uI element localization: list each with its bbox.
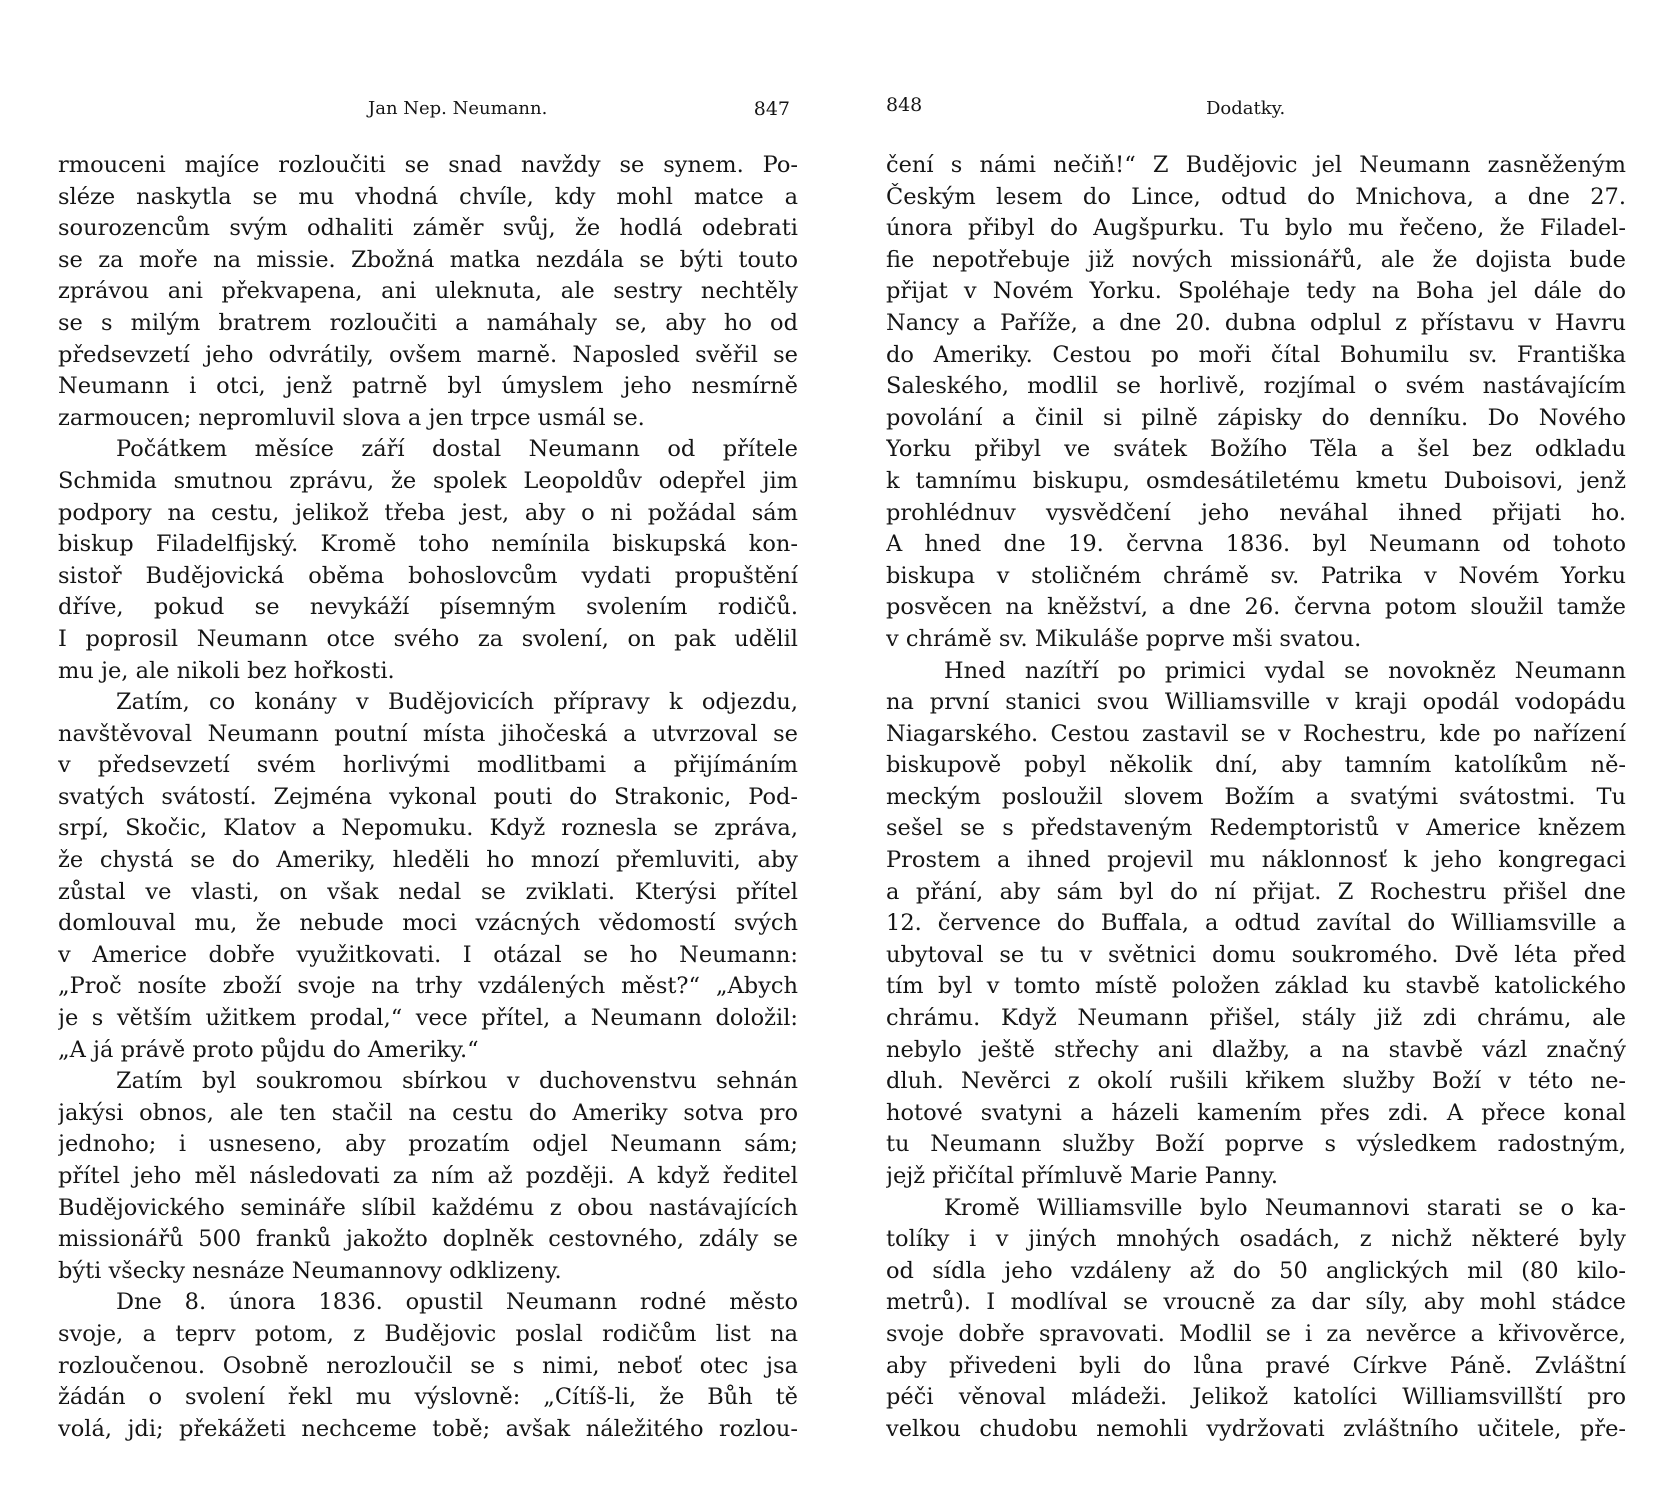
text-line: února přibyl do Augšpurku. Tu bylo mu řečeno, že Filadel- (886, 215, 1626, 242)
text-line: I poprosil Neumann otce svého za svolení, on pak udělil (58, 625, 798, 652)
text-line: zprávou ani překvapena, ani uleknuta, ale sestry nechtěly (58, 278, 798, 305)
text-line: metrů). I modlíval se vroucně za dar síly, aby mohl stádce (886, 1289, 1626, 1316)
text-line: od sídla jeho vzdáleny až do 50 anglických mil (80 kilo- (886, 1257, 1626, 1284)
left-page-header (58, 98, 818, 128)
text-line: svoje dobře spravovati. Modlil se i za nevěrce a křivověrce, (886, 1320, 1626, 1347)
running-head: Dodatky. (1206, 98, 1286, 119)
text-line: „A já právě proto půjdu do Ameriky.“ (58, 1036, 479, 1063)
text-line: chrámu. Když Neumann přišel, stály již zdi chrámu, ale (886, 1005, 1626, 1032)
text-line: Yorku přibyl ve svátek Božího Těla a šel bez odkladu (886, 436, 1626, 463)
text-line: zarmoucen; nepromluvil slova a jen trpce usmál se. (58, 404, 645, 431)
text-line: tolíky i v jiných mnohých osadách, z nichž některé byly (886, 1226, 1626, 1253)
text-line: svatých svátostí. Zejména vykonal pouti do Strakonic, Pod- (58, 783, 798, 810)
text-line: navštěvoval Neumann poutní místa jihočeská a utvrzoval se (58, 720, 798, 747)
text-line: nebylo ještě střechy ani dlažby, a na stavbě vázl značný (886, 1036, 1626, 1063)
right-page-header (886, 94, 1646, 128)
text-line: prohlédnuv vysvědčení jeho neváhal ihned přijati ho. (886, 499, 1626, 526)
text-line: svoje, a teprv potom, z Budějovic poslal rodičům list na (58, 1320, 798, 1347)
text-line: Budějovického semináře slíbil každému z obou nastávajících (58, 1194, 798, 1221)
text-line: hotové svatyni a házeli kamením přes zdi. A přece konal (886, 1099, 1626, 1126)
text-line: se za moře na missie. Zbožná matka nezdála se býti touto (58, 246, 798, 273)
text-line: sistoř Budějovická oběma bohoslovcům vydati propuštění (58, 562, 798, 589)
text-line: v předsevzetí svém horlivými modlitbami a přijímáním (58, 752, 798, 779)
text-line: Zatím byl soukromou sbírkou v duchovenstvu sehnán (116, 1068, 798, 1095)
text-line: jejž přičítal přímluvě Marie Panny. (886, 1163, 1279, 1189)
text-line: péči věnoval mládeži. Jelikož katolíci Williamsvillští pro (886, 1384, 1626, 1411)
text-line: že chystá se do Ameriky, hleděli ho mnozí přemluviti, aby (58, 847, 798, 874)
running-head: Jan Nep. Neumann. (368, 98, 548, 119)
text-line: povolání a činil si pilně zápisky do denníku. Do Nového (886, 404, 1626, 431)
text-line: domlouval mu, že nebude moci vzácných vědomostí svých (58, 910, 798, 937)
page-number: 847 (753, 98, 790, 120)
text-line: Nancy a Paříže, a dne 20. dubna odplul z přístavu v Havru (886, 309, 1626, 336)
text-line: mu je, ale nikoli bez hořkosti. (58, 657, 395, 684)
text-line: Zatím, co konány v Budějovicích přípravy k odjezdu, (116, 689, 798, 716)
text-line: biskupa v stoličném chrámě sv. Patrika v Novém Yorku (886, 562, 1626, 589)
text-line: Neumann i otci, jenž patrně byl úmyslem jeho nesmírně (58, 373, 798, 400)
text-line: čení s námi nečiň!“ Z Budějovic jel Neumann zasněženým (886, 152, 1626, 178)
text-line: rmouceni majíce rozloučiti se snad navždy se synem. Po- (58, 152, 798, 178)
text-line: dříve, pokud se nevykáží písemným svolením rodičů. (58, 594, 798, 621)
text-line: sourozencům svým odhaliti záměr svůj, že hodlá odebrati (58, 215, 798, 242)
text-line: biskupově pobyl několik dní, aby tamním katolíkům ně- (886, 752, 1626, 779)
text-line: býti všecky nesnáze Neumannovy odklizeny. (58, 1257, 562, 1284)
text-line: „Proč nosíte zboží svoje na trhy vzdálených měst?“ „Abych (58, 973, 798, 1000)
text-line: Kromě Williamsville bylo Neumannovi starati se o ka- (944, 1194, 1626, 1221)
text-line: Dne 8. února 1836. opustil Neumann rodné město (116, 1289, 798, 1316)
text-line: volá, jdi; překážeti nechceme tobě; avšak náležitého rozlou- (58, 1415, 798, 1442)
text-line: tím byl v tomto místě položen základ ku stavbě katolického (886, 973, 1626, 1000)
text-line: předsevzetí jeho odvrátily, ovšem marně. Naposled svěřil se (58, 341, 798, 368)
text-line: Schmida smutnou zprávu, že spolek Leopoldův odepřel jim (58, 467, 798, 494)
text-line: fie nepotřebuje již nových missionářů, ale že dojista bude (886, 246, 1626, 273)
text-line: A hned dne 19. června 1836. byl Neumann od tohoto (886, 531, 1626, 558)
text-line: posvěcen na kněžství, a dne 26. června potom sloužil tamže (886, 594, 1626, 621)
text-line: Niagarského. Cestou zastavil se v Rochestru, kde po nařízení (886, 720, 1626, 747)
text-line: se s milým bratrem rozloučiti a namáhaly se, aby ho od (58, 309, 798, 336)
text-line: meckým posloužil slovem Božím a svatými svátostmi. Tu (886, 783, 1626, 810)
text-line: a přání, aby sám byl do ní přijat. Z Rochestru přišel dne (886, 878, 1626, 905)
text-line: přítel jeho měl následovati za ním až později. A když ředitel (58, 1163, 798, 1189)
text-line: Hned nazítří po primici vydal se novokněz Neumann (944, 657, 1626, 684)
text-line: přijat v Novém Yorku. Spoléhaje tedy na Boha jel dále do (886, 278, 1626, 305)
text-line: Prostem a ihned projevil mu náklonnosť k jeho kongregaci (886, 847, 1626, 874)
text-line: žádán o svolení řekl mu výslovně: „Cítíš-li, že Bůh tě (58, 1384, 798, 1411)
text-line: Počátkem měsíce září dostal Neumann od přítele (116, 436, 798, 463)
text-line: jednoho; i usneseno, aby prozatím odjel Neumann sám; (58, 1131, 798, 1158)
text-line: v Americe dobře využitkovati. I otázal se ho Neumann: (58, 941, 798, 968)
text-line: Českým lesem do Lince, odtud do Mnichova, a dne 27. (886, 183, 1626, 210)
text-line: ubytoval se tu v světnici domu soukromého. Dvě léta před (886, 941, 1626, 968)
text-line: velkou chudobu nemohli vydržovati zvláštního učitele, pře- (886, 1415, 1626, 1442)
page-number: 848 (886, 94, 923, 116)
text-line: tu Neumann služby Boží poprve s výsledkem radostným, (886, 1131, 1626, 1158)
text-line: sléze naskytla se mu vhodná chvíle, kdy mohl matce a (58, 183, 798, 210)
text-line: do Ameriky. Cestou po moři čítal Bohumilu sv. Františka (886, 341, 1626, 368)
text-line: k tamnímu biskupu, osmdesátiletému kmetu Duboisovi, jenž (886, 467, 1626, 494)
left-page-text (58, 150, 798, 1445)
text-line: sešel se s představeným Redemptoristů v Americe knězem (886, 815, 1626, 842)
text-line: v chrámě sv. Mikuláše poprve mši svatou. (886, 625, 1362, 652)
text-line: zůstal ve vlasti, on však nedal se zviklati. Kterýsi přítel (58, 878, 798, 905)
text-line: rozloučenou. Osobně nerozloučil se s nimi, neboť otec jsa (58, 1352, 798, 1379)
text-line: Saleského, modlil se horlivě, rozjímal o svém nastávajícím (886, 373, 1626, 400)
text-line: 12. července do Buffala, a odtud zavítal do Williamsville a (886, 910, 1626, 937)
text-line: na první stanici svou Williamsville v kraji opodál vodopádu (886, 689, 1626, 716)
text-line: missionářů 500 franků jakožto doplněk cestovného, zdály se (58, 1226, 798, 1253)
text-line: biskup Filadelfijský. Kromě toho nemínila biskupská kon- (58, 531, 798, 558)
text-line: dluh. Nevěrci z okolí rušili křikem služby Boží v této ne- (886, 1068, 1626, 1095)
text-line: jakýsi obnos, ale ten stačil na cestu do Ameriky sotva pro (58, 1099, 798, 1126)
text-line: aby přivedeni byli do lůna pravé Církve Páně. Zvláštní (886, 1352, 1626, 1379)
text-line: podpory na cestu, jelikož třeba jest, aby o ni požádal sám (58, 499, 798, 526)
text-line: srpí, Skočic, Klatov a Nepomuku. Když roznesla se zpráva, (58, 815, 798, 842)
text-line: je s větším užitkem prodal,“ vece přítel, a Neumann doložil: (58, 1005, 798, 1032)
right-page-text (886, 150, 1626, 1445)
